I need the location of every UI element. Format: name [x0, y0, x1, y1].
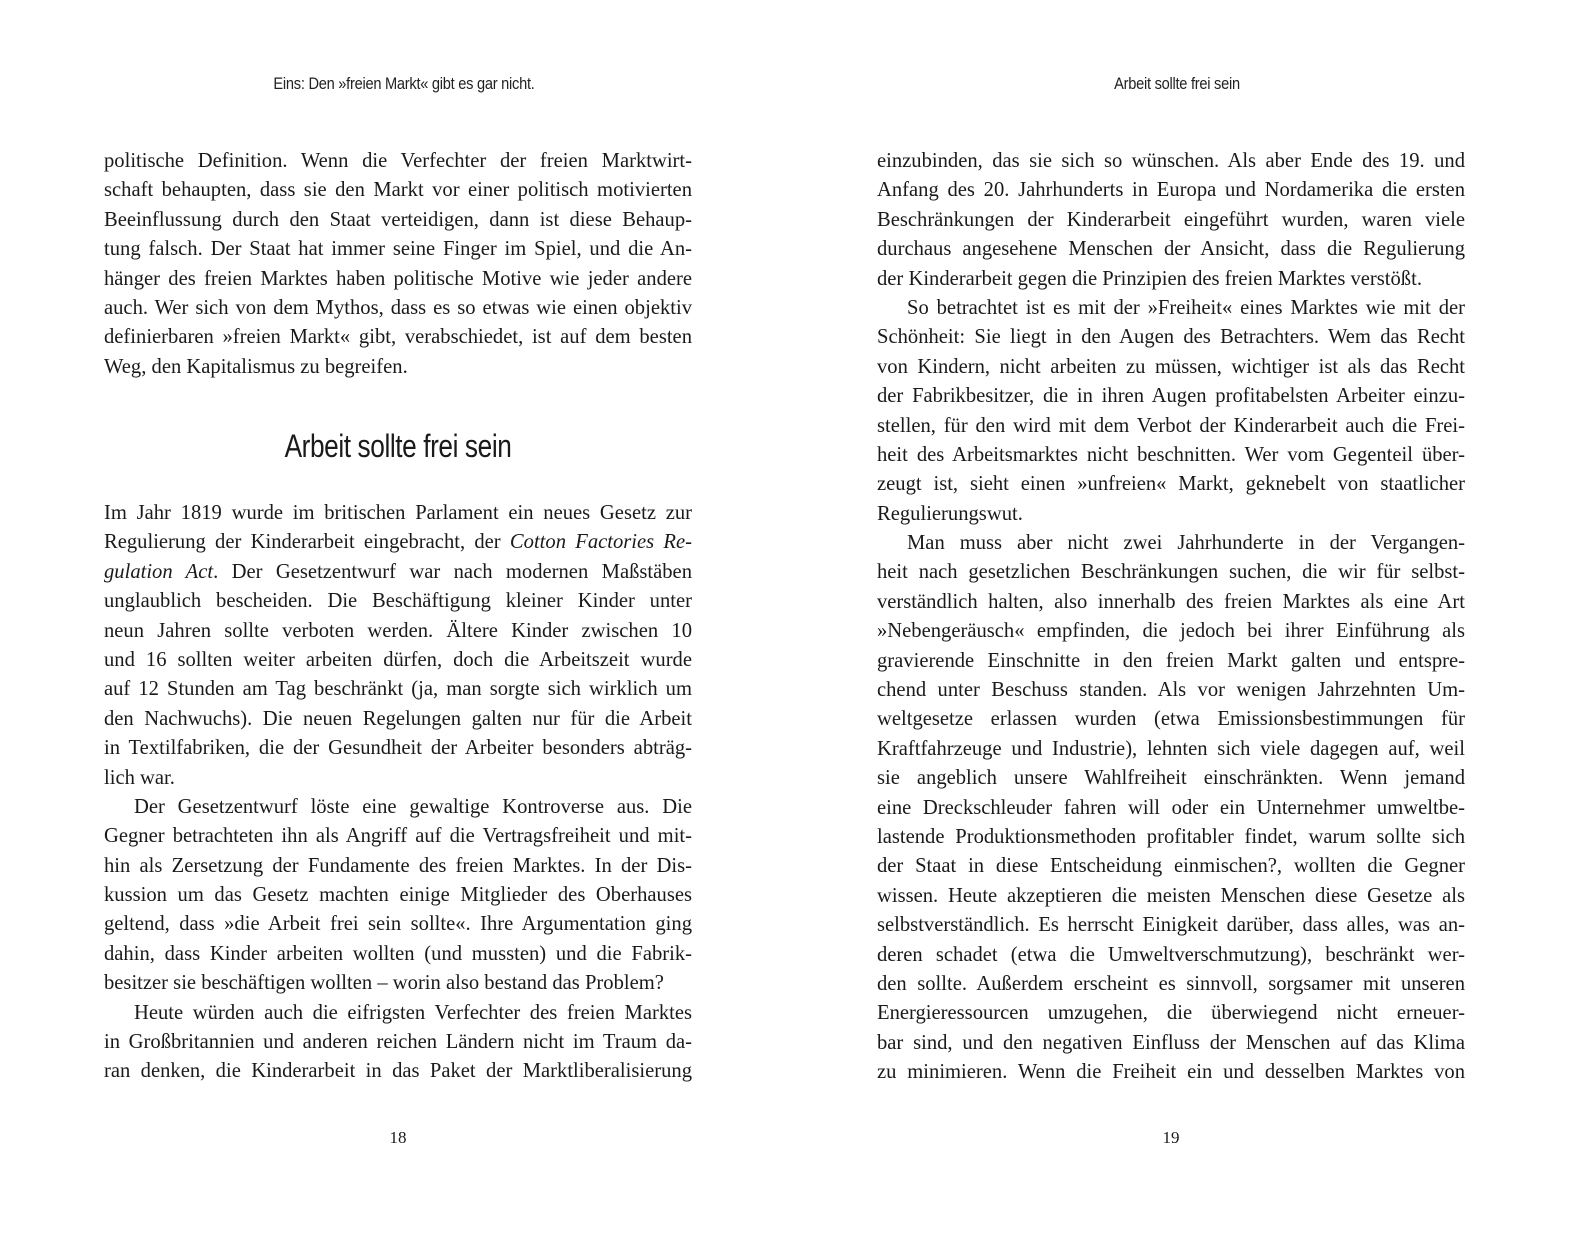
- text-line: Weg, den Kapitalismus zu begreifen.: [104, 355, 408, 378]
- left-page: [104, 0, 704, 1240]
- text-line: [104, 558, 692, 587]
- text-run: . Der Gesetzentwurf war nach modernen Maßstäben: [213, 560, 692, 583]
- text-line: der Staat in diese Entscheidung einmischen?, wollten die Gegner: [877, 855, 1465, 878]
- text-line: stellen, für den wird mit dem Verbot der Kinderarbeit auch die Frei-: [877, 414, 1465, 437]
- text-line: [104, 528, 692, 557]
- text-line: Heute würden auch die eifrigsten Verfechter des freien Marktes: [134, 1001, 692, 1024]
- text-line: in Großbritannien und anderen reichen Ländern nicht im Traum da-: [104, 1031, 692, 1054]
- text-run: Regulierung der Kinderarbeit eingebracht, der: [104, 531, 510, 554]
- text-line: hänger des freien Marktes haben politische Motive wie jeder andere: [104, 267, 692, 290]
- text-line: schaft behaupten, dass sie den Markt vor einer politisch motivierten: [104, 179, 692, 202]
- text-line: Schönheit: Sie liegt in den Augen des Betrachters. Wem das Recht: [877, 326, 1465, 349]
- text-line: hin als Zersetzung der Fundamente des freien Marktes. In der Dis-: [104, 854, 692, 877]
- text-line: lich war.: [104, 766, 175, 789]
- text-line: wissen. Heute akzeptieren die meisten Menschen diese Gesetze als: [877, 884, 1465, 907]
- right-page: [877, 0, 1477, 1240]
- text-line: besitzer sie beschäftigen wollten – worin also bestand das Problem?: [104, 972, 664, 995]
- running-head-right: Arbeit sollte frei sein: [1114, 74, 1240, 93]
- text-line: und 16 sollten weiter arbeiten dürfen, doch die Arbeitszeit wurde: [104, 648, 692, 671]
- text-line: auch. Wer sich von dem Mythos, dass es so etwas wie einen objektiv: [104, 296, 692, 319]
- text-line: bar sind, und den negativen Einfluss der Menschen auf das Klima: [877, 1031, 1465, 1054]
- text-line: Gegner betrachteten ihn als Angriff auf die Vertragsfreiheit und mit-: [104, 825, 692, 848]
- page-number: 18: [389, 1128, 407, 1147]
- text-line: durchaus angesehene Menschen der Ansicht, dass die Regulierung: [877, 238, 1465, 261]
- text-line: von Kindern, nicht arbeiten zu müssen, wichtiger ist als das Recht: [877, 355, 1465, 378]
- text-line: Im Jahr 1819 wurde im britischen Parlament ein neues Gesetz zur: [104, 502, 692, 524]
- text-line: Anfang des 20. Jahrhunderts in Europa und Nordamerika die ersten: [877, 179, 1465, 202]
- text-line: weltgesetze erlassen wurden (etwa Emissionsbestimmungen für: [877, 708, 1465, 731]
- text-line: unglaublich bescheiden. Die Beschäftigung kleiner Kinder unter: [104, 590, 692, 613]
- text-line: kussion um das Gesetz machten einige Mitglieder des Oberhauses: [104, 884, 692, 907]
- text-line: der Fabrikbesitzer, die in ihren Augen profitabelsten Arbeiter einzu-: [877, 385, 1465, 408]
- text-line: heit nach gesetzlichen Beschränkungen suchen, die wir für selbst-: [877, 561, 1465, 584]
- text-line: definierbaren »freien Markt« gibt, verabschiedet, ist auf dem besten: [104, 326, 692, 349]
- text-line: Kraftfahrzeuge und Industrie), lehnten sich viele dagegen auf, weil: [877, 737, 1465, 760]
- text-line: chend unter Beschuss standen. Als vor wenigen Jahrzehnten Um-: [877, 679, 1465, 702]
- text-line: Beschränkungen der Kinderarbeit eingeführt wurden, waren viele: [877, 208, 1465, 231]
- text-line: den Nachwuchs). Die neuen Regelungen galten nur für die Arbeit: [104, 707, 692, 730]
- text-line: lastende Produktionsmethoden profitabler findet, warum sollte sich: [877, 825, 1465, 848]
- text-line: heit des Arbeitsmarktes nicht beschnitten. Wer vom Gegenteil über-: [877, 443, 1465, 466]
- text-line: Man muss aber nicht zwei Jahrhunderte in der Vergangen-: [907, 532, 1465, 555]
- text-line: zeugt ist, sieht einen »unfreien« Markt, geknebelt von staatlicher: [877, 473, 1465, 496]
- right-page-body: [877, 147, 1465, 1088]
- text-line: selbstverständlich. Es herrscht Einigkeit darüber, dass alles, was an-: [877, 914, 1465, 937]
- text-line: der Kinderarbeit gegen die Prinzipien des freien Marktes verstößt.: [877, 267, 1422, 290]
- text-line: So betrachtet ist es mit der »Freiheit« eines Marktes wie mit der: [907, 296, 1465, 319]
- italic-title: Cotton Factories Re-: [509, 531, 692, 554]
- text-line: ran denken, die Kinderarbeit in das Paket der Marktliberalisierung: [104, 1060, 692, 1083]
- text-line: einzubinden, das sie sich so wünschen. Als aber Ende des 19. und: [877, 150, 1465, 172]
- page-number: 19: [1162, 1128, 1180, 1147]
- text-line: auf 12 Stunden am Tag beschränkt (ja, man sorgte sich wirklich um: [104, 678, 692, 701]
- text-line: Energieressourcen umzugehen, die überwiegend nicht erneuer-: [877, 1002, 1465, 1025]
- text-line: in Textilfabriken, die der Gesundheit der Arbeiter besonders abträg-: [104, 737, 692, 760]
- text-line: politische Definition. Wenn die Verfechter der freien Marktwirt-: [104, 150, 692, 172]
- text-line: geltend, dass »die Arbeit frei sein sollte«. Ihre Argumentation ging: [104, 913, 692, 936]
- text-line: tung falsch. Der Staat hat immer seine Finger im Spiel, und die An-: [104, 238, 692, 261]
- text-line: »Nebengeräusch« empfinden, die jedoch bei ihrer Einführung als: [877, 620, 1465, 643]
- text-line: Der Gesetzentwurf löste eine gewaltige Kontroverse aus. Die: [134, 795, 692, 818]
- text-line: gravierende Einschnitte in den freien Markt galten und entspre-: [877, 649, 1465, 672]
- text-line: neun Jahren sollte verboten werden. Ältere Kinder zwischen 10: [104, 619, 692, 642]
- text-line: eine Dreckschleuder fahren will oder ein Unternehmer umweltbe-: [877, 796, 1465, 819]
- running-head-left: Eins: Den »freien Markt« gibt es gar nicht.: [273, 74, 535, 93]
- text-line: verständlich halten, also innerhalb des freien Marktes als eine Art: [877, 590, 1465, 613]
- section-body: [104, 499, 692, 1087]
- text-line: den sollte. Außerdem erscheint es sinnvoll, sorgsamer mit unseren: [877, 972, 1465, 995]
- text-line: zu minimieren. Wenn die Freiheit ein und desselben Marktes von: [877, 1061, 1465, 1084]
- intro-paragraph: [104, 147, 692, 382]
- italic-title: gulation Act: [104, 560, 214, 583]
- text-line: Beeinflussung durch den Staat verteidigen, dann ist diese Behaup-: [104, 208, 692, 231]
- section-heading: Arbeit sollte frei sein: [284, 428, 512, 464]
- text-line: Regulierungswut.: [877, 502, 1023, 525]
- text-line: sie angeblich unsere Wahlfreiheit einschränkten. Wenn jemand: [877, 767, 1465, 790]
- text-line: dahin, dass Kinder arbeiten wollten (und mussten) und die Fabrik-: [104, 942, 692, 965]
- text-line: deren schadet (etwa die Umweltverschmutzung), beschränkt wer-: [877, 943, 1465, 966]
